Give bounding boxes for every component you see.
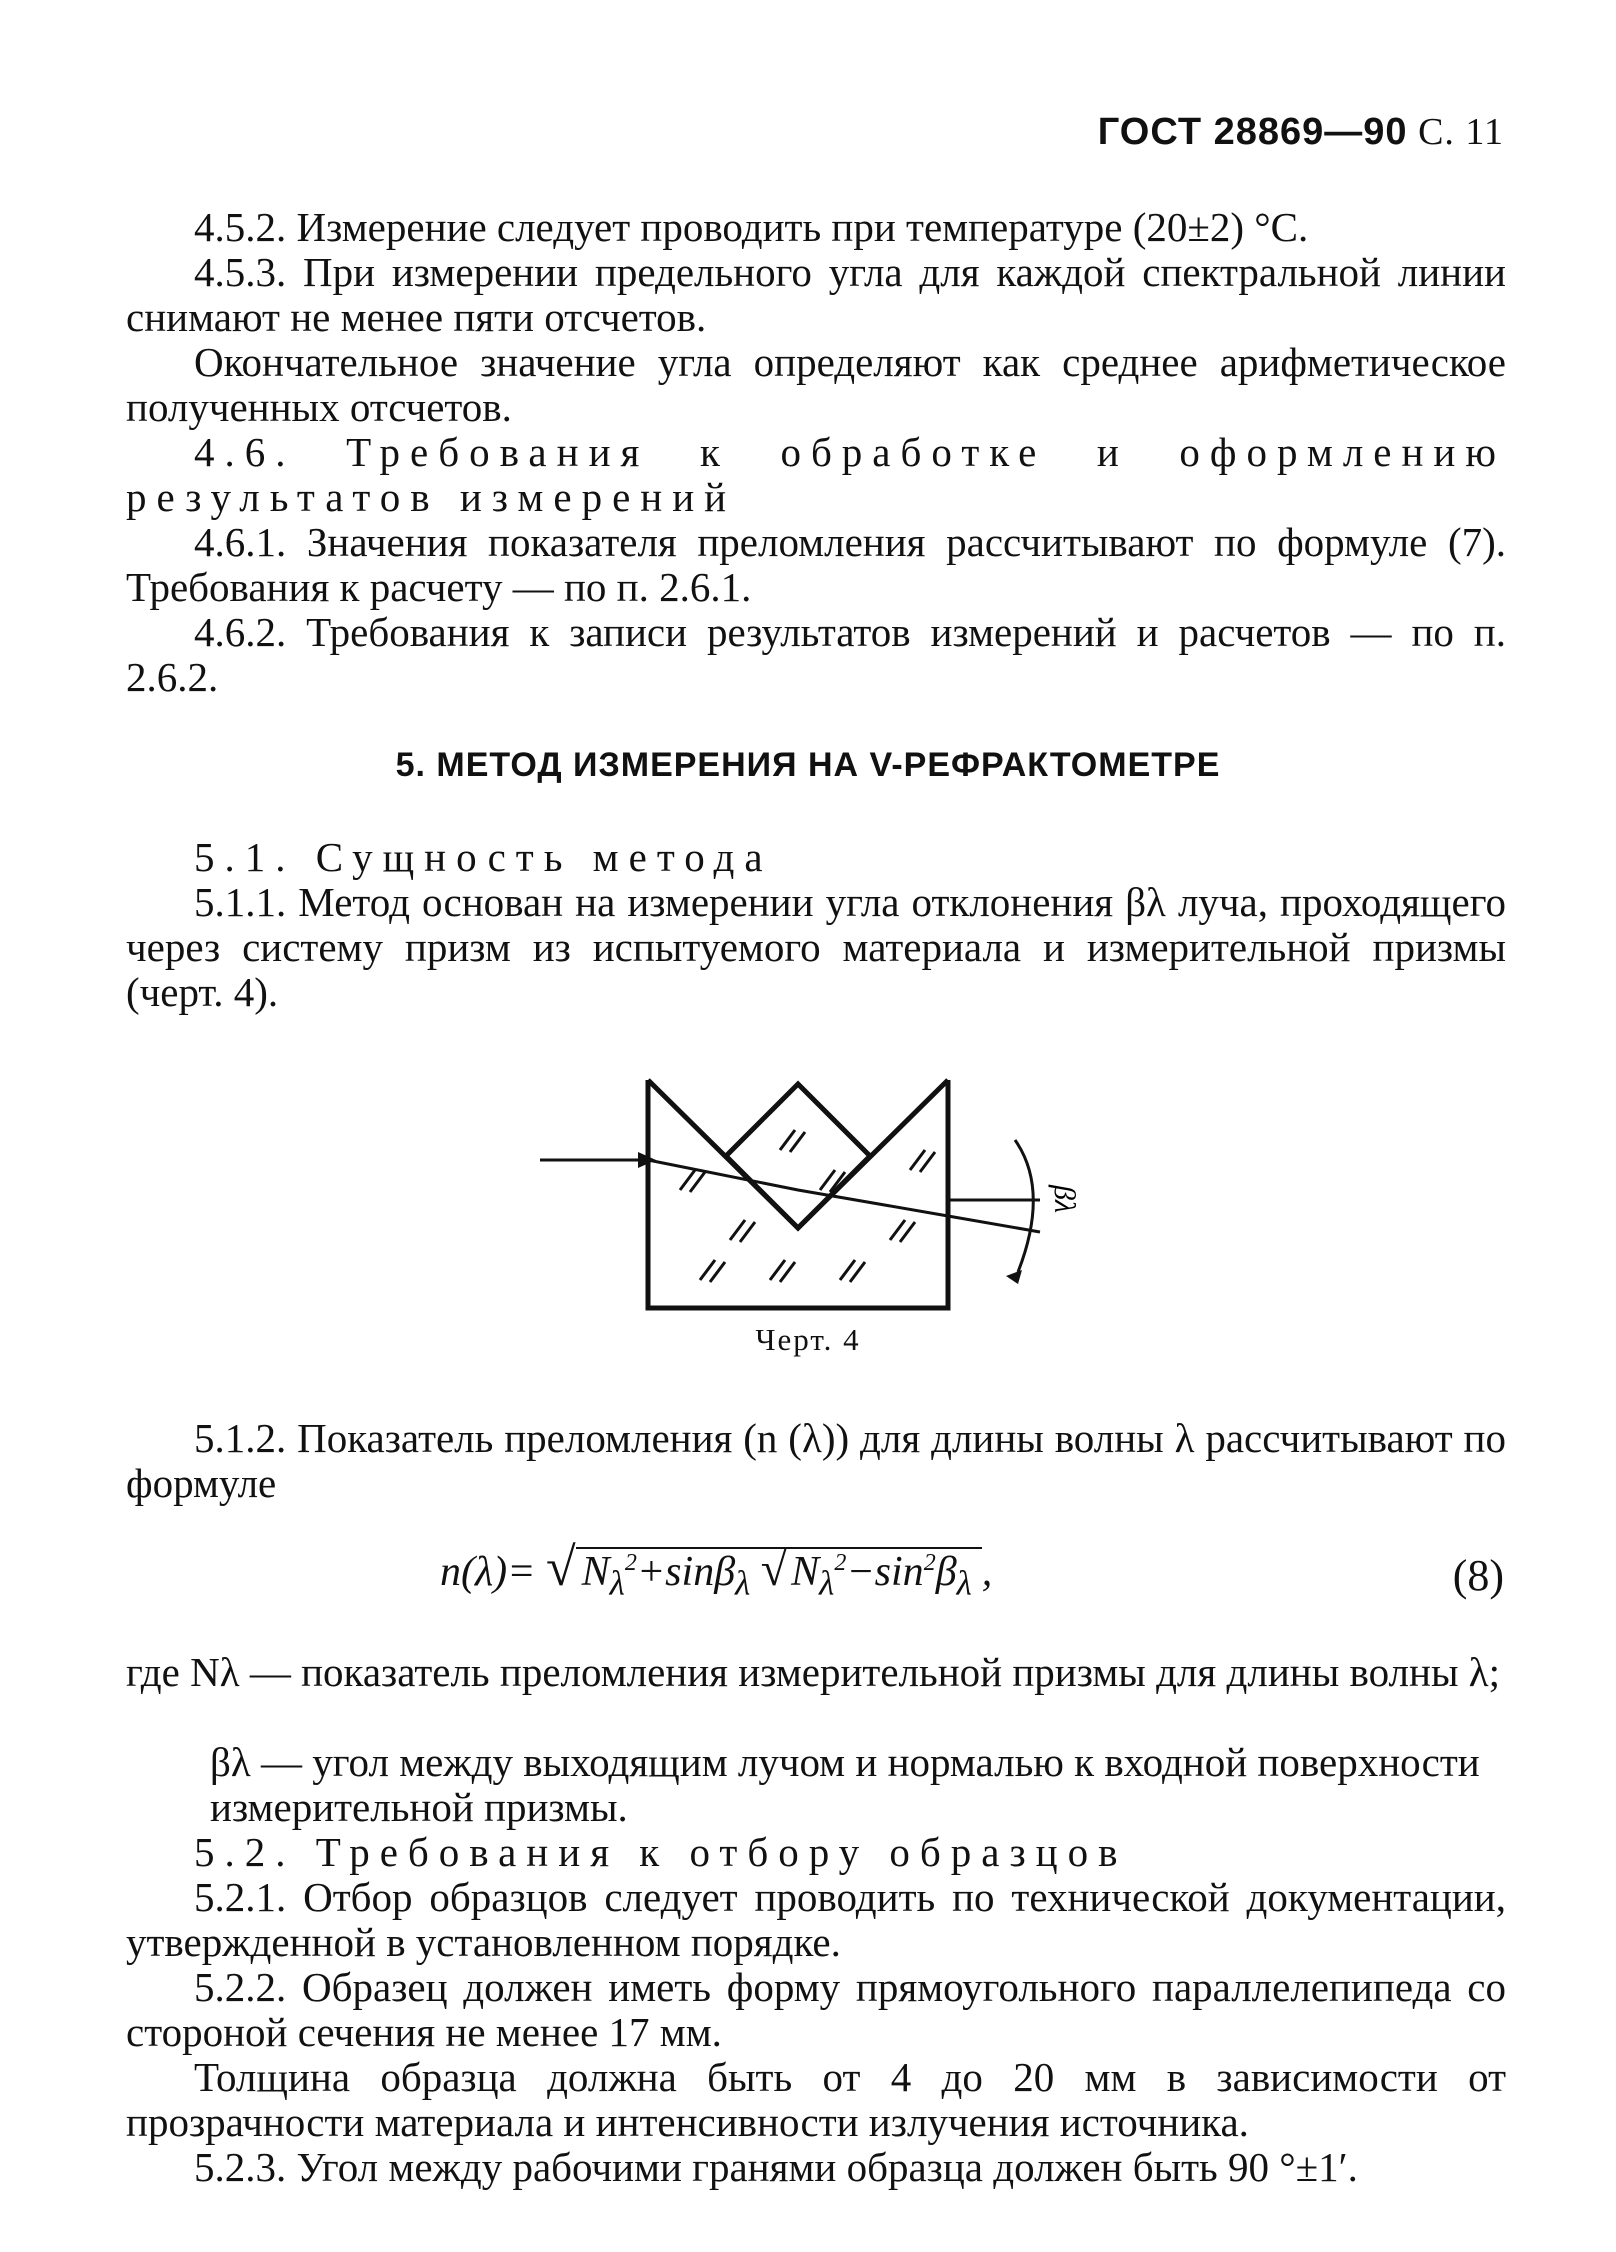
equation-number: (8) [1452, 1551, 1504, 1600]
prism-diagram [540, 1040, 1100, 1340]
para-5-2-1: 5.2.1. Отбор образцов следует проводить по технической документации, утвержденной в установленном порядке. [126, 1874, 1506, 1965]
figure-caption: Черт. 4 [755, 1322, 861, 1357]
para-4-6-1: 4.6.1. Значения показателя преломления рассчитывают по формуле (7). Требования к расчету — по п. 2.6.1. [126, 519, 1506, 610]
definition-beta-symbol: βλ — [210, 1739, 302, 1785]
para-5-2-2: 5.2.2. Образец должен иметь форму прямоугольного параллелепипеда со стороной сечения не менее 17 мм. [126, 1964, 1506, 2055]
para-4-5-2: 4.5.2. Измерение следует проводить при температуре (20±2) °С. [194, 204, 1309, 250]
para-5-1-1: 5.1.1. Метод основан на измерении угла отклонения βλ луча, проходящего через систему призм из испытуемого материала и измерительной призмы (черт. 4). [126, 879, 1506, 1015]
para-4-5-3: 4.5.3. При измерении предельного угла для каждой спектральной линии снимают не менее пяти отсчетов. [126, 249, 1506, 340]
standard-number: ГОСТ 28869—90 [1097, 111, 1408, 153]
definition-beta-text: угол между выходящим лучом и нормалью к входной поверхности измерительной призмы. [210, 1739, 1480, 1830]
para-5-2-2-cont: Толщина образца должна быть от 4 до 20 мм в зависимости от прозрачности материала и интенсивности излучения источника. [126, 2054, 1506, 2145]
definition-n-text: показатель преломления измерительной призмы для длины волны λ; [301, 1649, 1501, 1695]
definition-n-symbol: где Nλ — [126, 1649, 291, 1695]
formula-lhs: n(λ)= [440, 1549, 536, 1595]
formula-8: n(λ)= √ $N_\lambda^2+\sin\beta_\lambda$ $√N_\lambda^2-\sin^2\beta_\lambda$ , [440, 1537, 993, 1603]
page-header [1098, 110, 1504, 154]
definition-beta [210, 1740, 1506, 1830]
para-5-2-3: 5.2.3. Угол между рабочими гранями образца должен быть 90 °±1′. [194, 2144, 1358, 2190]
para-5-2-heading: 5.2. Требования к отбору образцов [194, 1829, 1128, 1875]
definition-n [126, 1650, 1506, 1695]
para-4-6-2: 4.6.2. Требования к записи результатов измерений и расчетов — по п. 2.6.2. [126, 609, 1506, 700]
para-5-1-heading: 5.1. Сущность метода [194, 834, 773, 880]
para-5-1-2: 5.1.2. Показатель преломления (n (λ)) для длины волны λ рассчитывают по формуле [126, 1415, 1506, 1506]
page-number: С. 11 [1418, 111, 1504, 153]
section-5-heading: 5. МЕТОД ИЗМЕРЕНИЯ НА V-РЕФРАКТОМЕТРЕ [395, 746, 1221, 784]
para-4-5-3-cont: Окончательное значение угла определяют как среднее арифметическое полученных отсчетов. [126, 339, 1506, 430]
angle-label: βλ [1048, 1185, 1081, 1213]
para-4-6-heading: 4.6. Требования к обработке и оформлению результатов измерений [126, 429, 1506, 520]
